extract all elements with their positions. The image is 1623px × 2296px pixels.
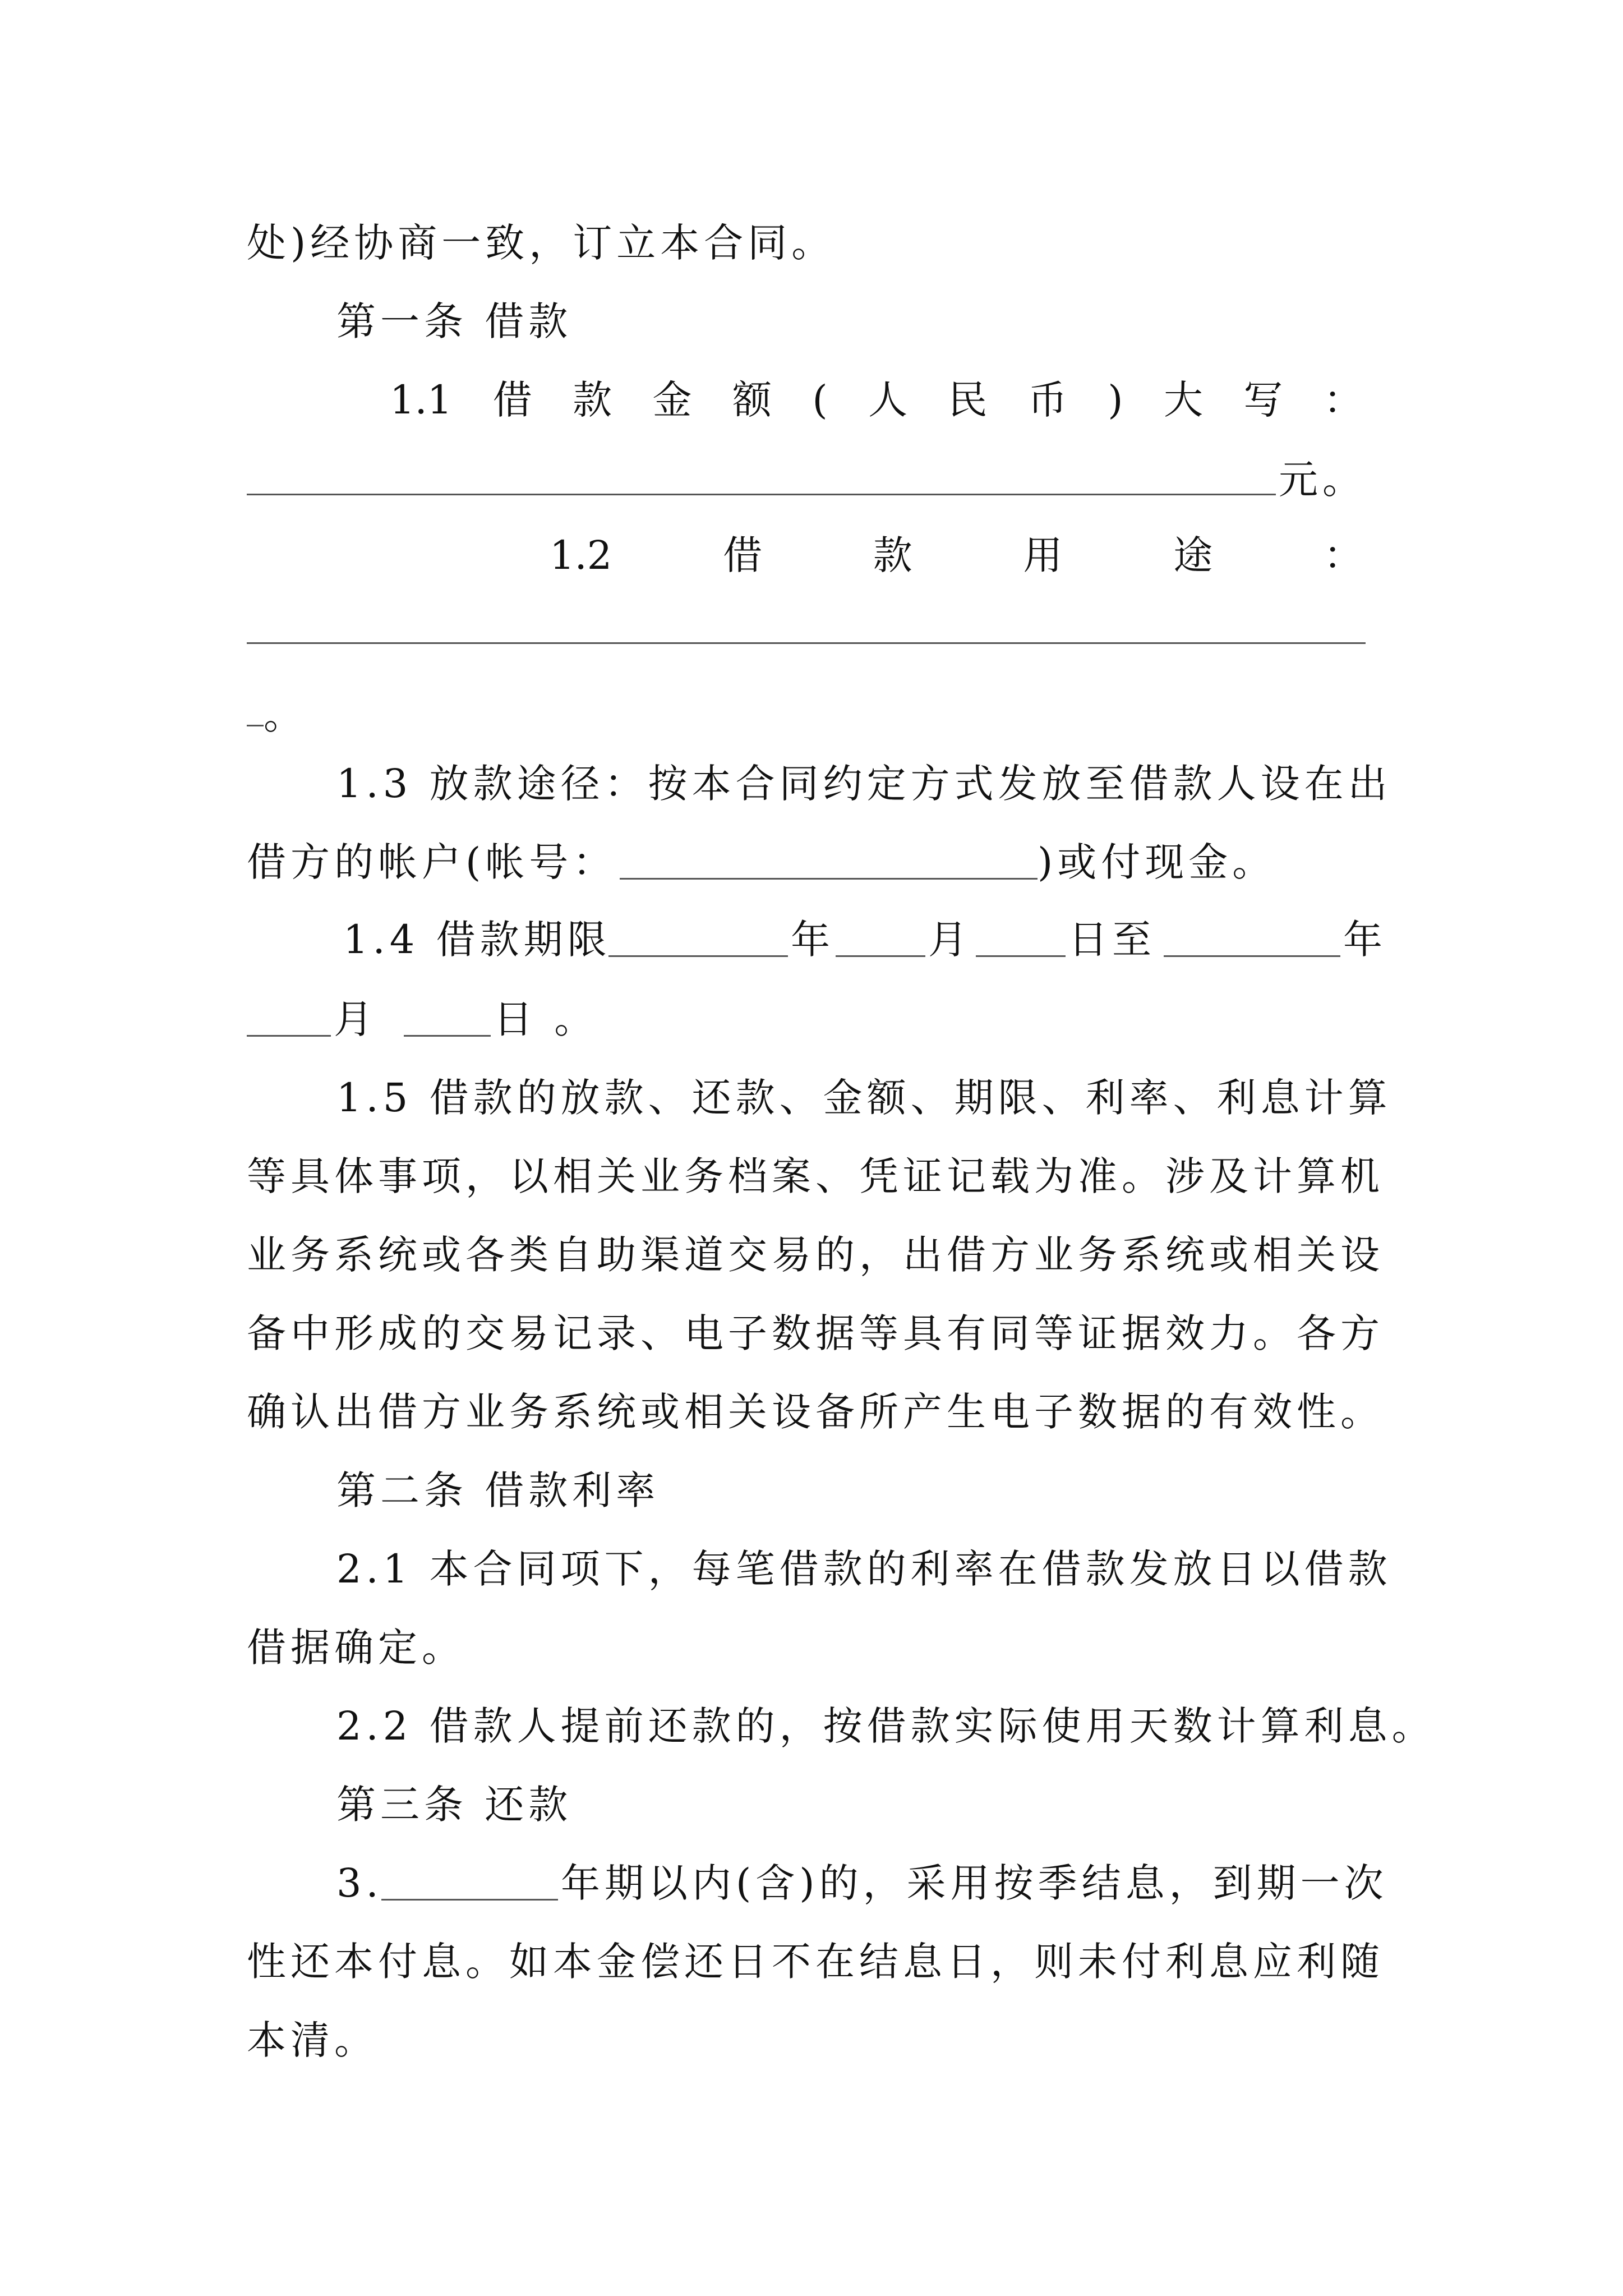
char: ) [1108, 377, 1123, 423]
clause-2-2: 2.2 借款人提前还款的，按借款实际使用天数计算利息。 [336, 1703, 1436, 1749]
char: 币 [1027, 377, 1067, 423]
end-day-blank[interactable] [404, 1035, 491, 1037]
clause-1-3: 1.3 放款途径：按本合同约定方式发放至借款人设在出 [336, 761, 1392, 807]
char: 写 [1243, 377, 1283, 423]
end-month-label: 月 [334, 996, 377, 1042]
clause-1-4-label: 1.4 借款期限 [343, 917, 611, 963]
char: 款 [573, 377, 612, 423]
purpose-end: 。 [264, 692, 307, 738]
clause-1-2 [550, 532, 1363, 578]
clause-3-number: 3. [336, 1860, 383, 1906]
clause-1-1 [390, 377, 1363, 423]
article-1-heading: 第一条 借款 [336, 298, 573, 344]
day-to-label: 日至 [1068, 917, 1156, 963]
clause-1-5-line-3: 业务系统或各类自助渠道交易的，出借方业务系统或相关设 [247, 1232, 1384, 1278]
clause-1-5-line-4: 备中形成的交易记录、电子数据等具有同等证据效力。各方 [247, 1310, 1384, 1356]
clause-2-1: 2.1 本合同项下，每笔借款的利率在借款发放日以借款 [336, 1546, 1392, 1592]
end-year-blank[interactable] [1164, 955, 1340, 957]
amount-unit: 元。 [1279, 457, 1366, 503]
purpose-blank-end[interactable] [247, 725, 264, 726]
char: 民 [948, 377, 988, 423]
char: 额 [732, 377, 772, 423]
char: 款 [873, 532, 912, 578]
line-1: 处)经协商一致，订立本合同。 [247, 220, 836, 266]
char: ： [1324, 532, 1363, 578]
amount-blank[interactable] [247, 494, 1276, 495]
start-month-blank[interactable] [836, 955, 925, 957]
clause-3-line-3: 本清。 [247, 2017, 378, 2063]
clause-1-2-number: 1.2 [550, 532, 612, 578]
term-years-blank[interactable] [381, 1899, 558, 1901]
end-month-blank[interactable] [247, 1035, 331, 1037]
char: 用 [1023, 532, 1063, 578]
account-number-blank[interactable] [620, 878, 1038, 880]
char: 借 [492, 377, 532, 423]
char: 人 [868, 377, 908, 423]
end-day-label: 日 。 [494, 996, 598, 1042]
clause-1-5-line-2: 等具体事项，以相关业务档案、凭证记载为准。涉及计算机 [247, 1153, 1384, 1199]
end-year-label: 年 [1343, 917, 1387, 963]
char: 金 [652, 377, 692, 423]
clause-2-1-line-2: 借据确定。 [247, 1625, 465, 1671]
clause-1-1-number: 1.1 [390, 377, 453, 423]
clause-1-5: 1.5 借款的放款、还款、金额、期限、利率、利息计算 [336, 1075, 1392, 1121]
clause-3-text: 年期以内(含)的，采用按季结息，到期一次 [561, 1860, 1388, 1906]
month-label: 月 [928, 917, 972, 963]
clause-3-line-2: 性还本付息。如本金偿还日不在结息日，则未付利息应利随 [247, 1939, 1384, 1985]
purpose-blank[interactable] [247, 642, 1366, 644]
clause-1-3-cont-a: 借方的帐户(帐号： [247, 839, 617, 885]
start-day-blank[interactable] [976, 955, 1066, 957]
char: ( [812, 377, 828, 423]
clause-1-3-cont-b: )或付现金。 [1038, 839, 1276, 885]
char: ： [1323, 377, 1363, 423]
article-3-heading: 第三条 还款 [336, 1782, 573, 1828]
char: 借 [723, 532, 763, 578]
year-label: 年 [791, 917, 834, 963]
clause-1-5-line-5: 确认出借方业务系统或相关设备所产生电子数据的有效性。 [247, 1389, 1384, 1435]
start-year-blank[interactable] [608, 955, 788, 957]
article-2-heading: 第二条 借款利率 [336, 1467, 660, 1513]
char: 途 [1173, 532, 1213, 578]
char: 大 [1164, 377, 1204, 423]
